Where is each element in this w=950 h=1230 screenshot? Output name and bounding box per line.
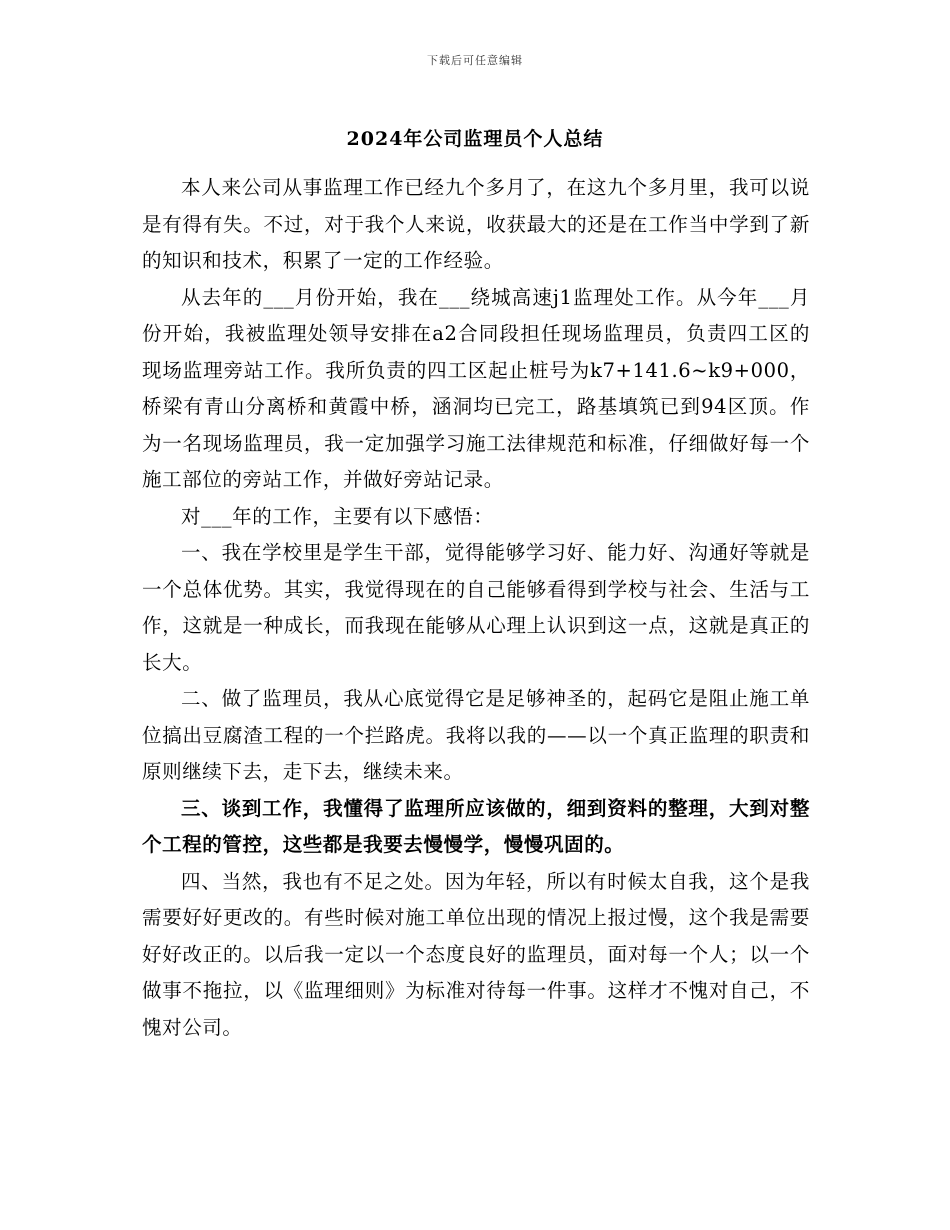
paragraph-point-three: 三、谈到工作，我懂得了监理所应该做的，细到资料的整理，大到对整个工程的管控，这些都是我要去慢慢学，慢慢巩固的。	[142, 796, 810, 856]
document-body	[142, 170, 810, 1046]
paragraph-work-history: 从去年的___月份开始，我在___绕城高速j1监理处工作。从今年___月份开始，我被监理处领导安排在a2合同段担任现场监理员，负责四工区的现场监理旁站工作。我所负责的四工区起止桩号为k7+141.6~k9+000，桥梁有青山分离桥和黄霞中桥，涵洞均已完工，路基填筑已到94区顶。作为一名现场监理员，我一定加强学习施工法律规范和标准，仔细做好每一个施工部位的旁站工作，并做好旁站记录。	[142, 285, 810, 491]
paragraph-intro: 本人来公司从事监理工作已经九个多月了，在这九个多月里，我可以说是有得有失。不过，对于我个人来说，收获最大的还是在工作当中学到了新的知识和技术，积累了一定的工作经验。	[142, 176, 810, 272]
document-title: 2024年公司监理员个人总结	[346, 128, 604, 150]
page-header-note: 下载后可任意编辑	[427, 54, 523, 67]
paragraph-reflection-lead: 对___年的工作，主要有以下感悟：	[181, 504, 494, 528]
paragraph-point-one: 一、我在学校里是学生干部，觉得能够学习好、能力好、沟通好等就是一个总体优势。其实，我觉得现在的自己能够看得到学校与社会、生活与工作，这就是一种成长，而我现在能够从心理上认识到这一点，这就是真正的长大。	[142, 541, 810, 674]
paragraph-point-two: 二、做了监理员，我从心底觉得它是足够神圣的，起码它是阻止施工单位搞出豆腐渣工程的一个拦路虎。我将以我的——以一个真正监理的职责和原则继续下去，走下去，继续未来。	[142, 687, 810, 783]
paragraph-point-four: 四、当然，我也有不足之处。因为年轻，所以有时候太自我，这个是我需要好好更改的。有些时候对施工单位出现的情况上报过慢，这个我是需要好好改正的。以后我一定以一个态度良好的监理员，面对每一个人；以一个做事不拖拉，以《监理细则》为标准对待每一件事。这样才不愧对自己，不愧对公司。	[142, 869, 810, 1039]
